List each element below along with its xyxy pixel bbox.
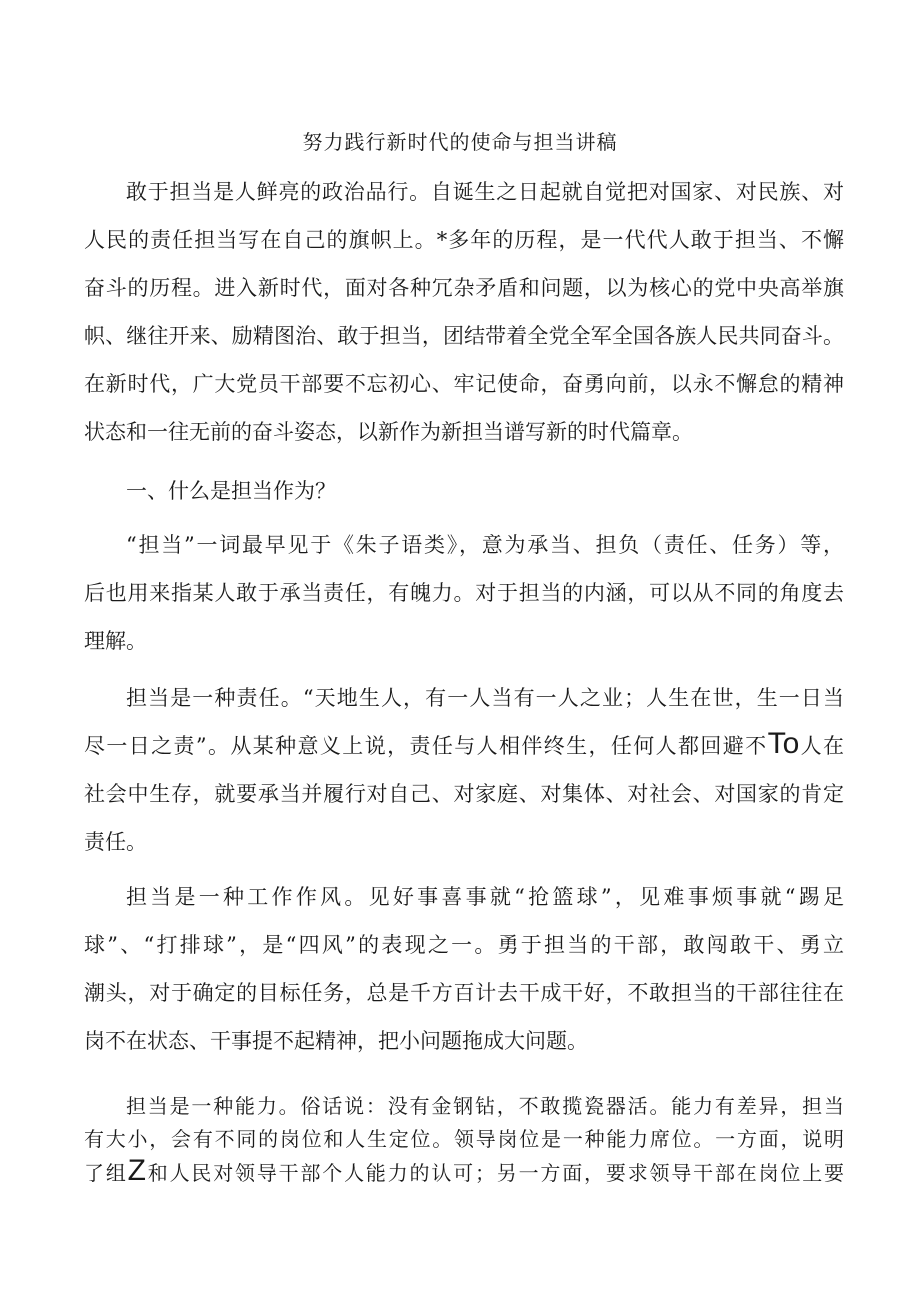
- heading-line: 一、什么是担当作为？: [126, 479, 336, 503]
- inline-large-text: Z: [127, 1156, 146, 1187]
- paragraph-definition: [84, 521, 844, 665]
- text-line: 球”、“打排球”，是“四风”的表现之一。勇于担当的干部，敢闯敢干、勇立: [84, 933, 844, 957]
- document-title: 努力践行新时代的使命与担当讲稿: [302, 130, 618, 154]
- text-line: 奋斗的历程。进入新时代，面对各种冗杂矛盾和问题，以为核心的党中央高举旗: [84, 276, 844, 300]
- text-segment: 尽一日之责”。从某种意义上说，责任与人相伴终生，任何人都回避不: [84, 734, 768, 758]
- section-heading: [84, 467, 844, 515]
- text-line: 在新时代，广大党员干部要不忘初心、牢记使命，奋勇向前，以永不懈怠的精神: [84, 372, 844, 396]
- paragraph-work-style: [84, 873, 844, 1065]
- text-line: 责任。: [84, 830, 147, 854]
- inline-large-text: To: [767, 727, 800, 760]
- paragraph-ability: [84, 1090, 844, 1189]
- text-line: 担当是一种工作作风。见好事喜事就“抢篮球”，见难事烦事就“踢足: [126, 885, 844, 909]
- text-line: 担当是一种能力。俗话说：没有金钢钻，不敢揽瓷器活。能力有差异，担当: [126, 1094, 844, 1118]
- text-line: 潮头，对于确定的目标任务，总是千方百计去干成干好，不敢担当的干部往往在: [84, 981, 844, 1005]
- text-line: 后也用来指某人敢于承当责任，有魄力。对于担当的内涵，可以从不同的角度去: [84, 581, 844, 605]
- paragraph-intro: [84, 168, 844, 456]
- text-line: 社会中生存，就要承当并履行对自己、对家庭、对集体、对社会、对国家的肯定: [84, 782, 844, 806]
- text-line-with-inline: [84, 722, 844, 770]
- paragraph-responsibility: [84, 674, 844, 866]
- text-line: 帜、继往开来、励精图治、敢于担当，团结带着全党全军全国各族人民共同奋斗。: [84, 324, 844, 348]
- text-line: “担当”一词最早见于《朱子语类》，意为承当、担负（责任、任务）等，: [126, 533, 844, 557]
- text-line: 岗不在状态、干事提不起精神，把小问题拖成大问题。: [84, 1029, 588, 1053]
- text-segment: 和人民对领导干部个人能力的认可；另一方面，要求领导干部在岗位上要: [145, 1161, 844, 1185]
- text-line: 人民的责任担当写在自己的旗帜上。*多年的历程，是一代代人敢于担当、不懈: [84, 228, 844, 252]
- text-line-with-inline: [84, 1156, 844, 1189]
- text-line: 有大小，会有不同的岗位和人生定位。领导岗位是一种能力席位。一方面，说明: [84, 1127, 844, 1151]
- text-line: 状态和一往无前的奋斗姿态，以新作为新担当谱写新的时代篇章。: [84, 420, 693, 444]
- text-segment: 人在: [799, 734, 844, 758]
- text-segment: 了组: [84, 1161, 128, 1185]
- text-line: 敢于担当是人鲜亮的政治品行。自诞生之日起就自觉把对国家、对民族、对: [126, 180, 844, 204]
- text-line: 担当是一种责任。“天地生人，有一人当有一人之业；人生在世，生一日当: [126, 686, 844, 710]
- text-line: 理解。: [84, 629, 147, 653]
